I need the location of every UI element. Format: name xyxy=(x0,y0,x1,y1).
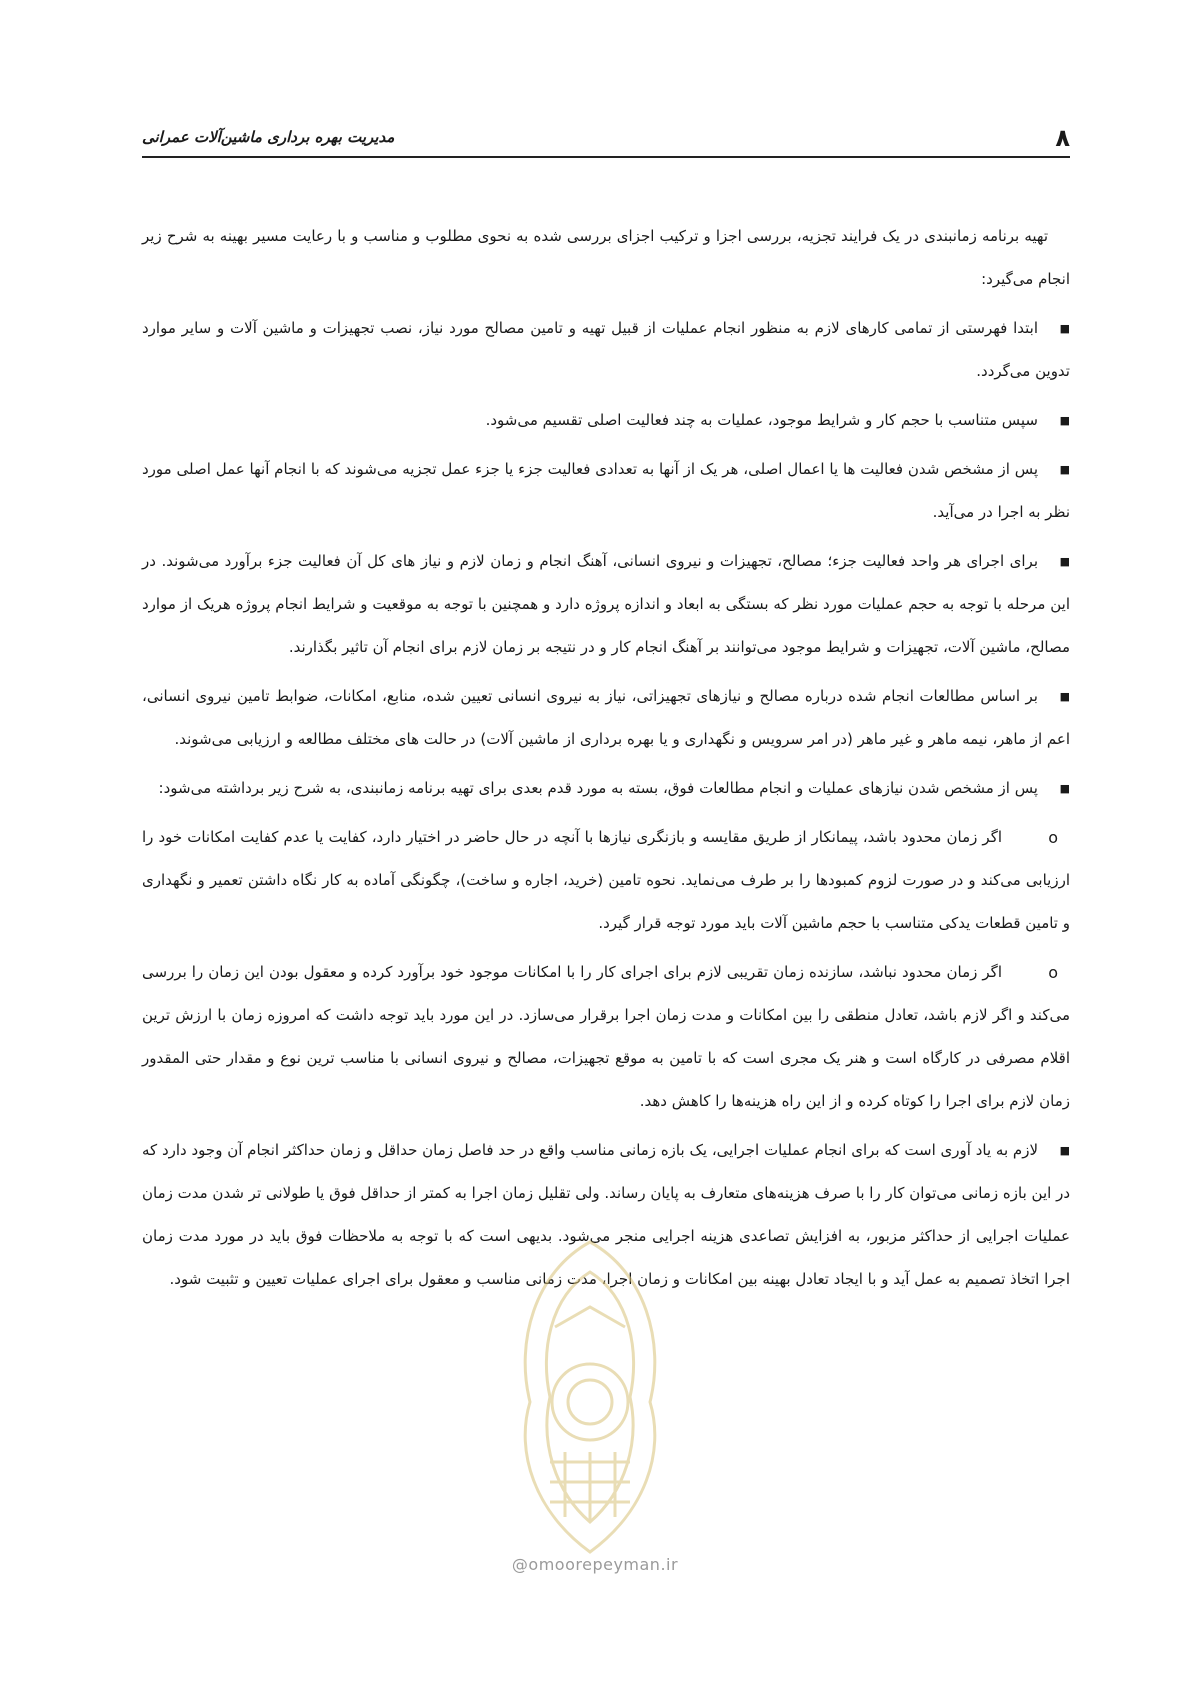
header-rule xyxy=(142,156,1070,158)
bullet-item xyxy=(142,448,1070,534)
bullet-item xyxy=(142,307,1070,393)
sub-item xyxy=(142,816,1070,945)
bullet-item xyxy=(142,399,1070,442)
sub-item-mark: o xyxy=(1048,963,1058,982)
bullet-mark: ■ xyxy=(1059,690,1070,703)
sub-item-text: اگر زمان محدود باشد، پیمانکار از طریق مقایسه و بازنگری نیازها با آنچه در حال حاضر در اختیار دارد، کفایت یا عدم کفایت امکانات خود را ارزیابی می‌کند و در صورت لزوم کمبودها را بر طرف می‌نماید. نحوه تامین (خرید، اجاره و ساخت)، چگونگی آماده به کار نگاه داشتن تعمیر و نگهداری و تامین قطعات یدکی متناسب با حجم ماشین آلات باید مورد توجه قرار گیرد. xyxy=(142,828,1070,932)
running-title: مدیریت بهره برداری ماشین‌آلات عمرانی xyxy=(142,128,395,146)
bullet-item xyxy=(142,540,1070,669)
page-number: ۸ xyxy=(1055,124,1070,152)
bullet-text: ابتدا فهرستی از تمامی کارهای لازم به منظور انجام عملیات از قبیل تهیه و تامین مصالح مورد نیاز، نصب تجهیزات و ماشین آلات و سایر موارد تدوین می‌گردد. xyxy=(142,319,1070,380)
bullet-text: برای اجرای هر واحد فعالیت جزء؛ مصالح، تجهیزات و نیروی انسانی، آهنگ انجام و زمان لازم و نیاز های کل آن فعالیت جزء برآورد می‌شوند. در این مرحله با توجه به حجم عملیات مورد نظر که بستگی به ابعاد و اندازه پروژه دارد و همچنین با توجه به موقعیت و شرایط انجام پروژه هریک از موارد مصالح، ماشین آلات، تجهیزات و شرایط موجود می‌توانند بر آهنگ انجام کار و در نتیجه بر زمان لازم برای انجام آن تاثیر بگذارند. xyxy=(142,552,1070,656)
bullet-mark: ■ xyxy=(1059,463,1070,476)
bullet-mark: ■ xyxy=(1059,782,1070,795)
sub-item xyxy=(142,951,1070,1123)
bullet-item xyxy=(142,767,1070,810)
body-text xyxy=(142,215,1070,1307)
bullet-mark: ■ xyxy=(1059,1144,1070,1157)
bullet-item xyxy=(142,1129,1070,1301)
bullet-mark: ■ xyxy=(1059,414,1070,427)
bullet-mark: ■ xyxy=(1059,555,1070,568)
bullet-text: پس از مشخص شدن فعالیت ها یا اعمال اصلی، هر یک از آنها به تعدادی فعالیت جزء یا جزء عمل تجزیه می‌شوند که با انجام آنها عمل اصلی مورد نظر به اجرا در می‌آید. xyxy=(142,460,1070,521)
bullet-item xyxy=(142,675,1070,761)
bullet-text: لازم به یاد آوری است که برای انجام عملیات اجرایی، یک بازه زمانی مناسب واقع در حد فاصل زمان حداقل و زمان حداکثر انجام آن وجود دارد که در این بازه زمانی می‌توان کار را با صرف هزینه‌های متعارف به پایان رساند. ولی تقلیل زمان اجرا به کمتر از حداقل فوق یا طولانی تر شدن مدت زمان عملیات اجرایی از حداکثر مزبور، به افزایش تصاعدی هزینه اجرایی منجر می‌شود. بدیهی است که با توجه به ملاحظات فوق باید در مورد مدت زمان اجرا اتخاذ تصمیم به عمل آید و با ایجاد تعادل بهینه بین امکانات و زمان اجرا، مدت زمانی مناسب و معقول برای اجرای عملیات تعیین و تثبیت شود. xyxy=(142,1141,1070,1288)
sub-item-mark: o xyxy=(1048,828,1058,847)
sub-item-text: اگر زمان محدود نباشد، سازنده زمان تقریبی لازم برای اجرای کار را با امکانات موجود خود برآورد کرده و معقول بودن این زمان را بررسی می‌کند و اگر لازم باشد، تعادل منطقی را بین امکانات و مدت زمان اجرا برقرار می‌سازد. در این مورد باید توجه داشت که امروزه زمان با ارزش ترین اقلام مصرفی در کارگاه است و هنر یک مجری است که با تامین به موقع تجهیزات، مصالح و نیروی انسانی با مناسب ترین نوع و مقدار حتی المقدور زمان لازم برای اجرا را کوتاه کرده و از این راه هزینه‌ها را کاهش دهد. xyxy=(142,963,1070,1110)
page-header xyxy=(142,118,1070,158)
bullet-text: سپس متناسب با حجم کار و شرایط موجود، عملیات به چند فعالیت اصلی تقسیم می‌شود. xyxy=(485,411,1038,429)
intro-paragraph: تهیه برنامه زمانبندی در یک فرایند تجزیه، بررسی اجزا و ترکیب اجزای بررسی شده به نحوی مطلوب و مناسب و با رعایت مسیر بهینه به شرح زیر انجام می‌گیرد: xyxy=(142,227,1070,288)
watermark-text: @omoorepeyman.ir xyxy=(511,1555,679,1574)
bullet-mark: ■ xyxy=(1059,322,1070,335)
bullet-text: بر اساس مطالعات انجام شده درباره مصالح و نیازهای تجهیزاتی، نیاز به نیروی انسانی تعیین شده، منابع، امکانات، ضوابط تامین نیروی انسانی، اعم از ماهر، نیمه ماهر و غیر ماهر (در امر سرویس و نگهداری و یا بهره برداری از ماشین آلات) در حالت های مختلف مطالعه و ارزیابی می‌شوند. xyxy=(142,687,1070,748)
bullet-text: پس از مشخص شدن نیازهای عملیات و انجام مطالعات فوق، بسته به مورد قدم بعدی برای تهیه برنامه زمانبندی، به شرح زیر برداشته می‌شود: xyxy=(158,779,1038,797)
